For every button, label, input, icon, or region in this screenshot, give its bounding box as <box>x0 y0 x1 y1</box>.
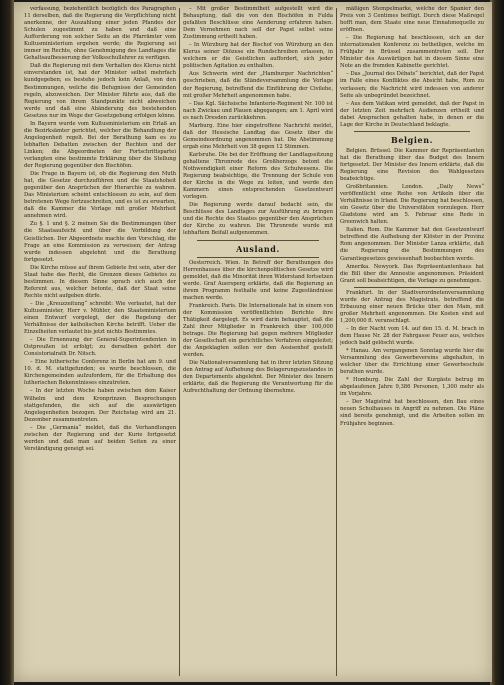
newspaper-page <box>14 2 492 682</box>
section-heading-ausland: Ausland. <box>236 243 280 254</box>
col3-paragraph: Großbritannien. London. „Daily News“ veröffentlicht eine Reihe von Artikeln über die Verhältnisse in Irland. Die Regierung hat beschlossen, ein Gesetz über die Universitäten vorzulegen. Herr Gladstone wird am 5. Februar eine Rede in Greenwich halten. <box>340 184 484 226</box>
col1-paragraph: – Die „Germania“ meldet, daß die Verhandlungen zwischen der Regierung und der Kurie fortgesetzt werden und daß man auf beiden Seiten zu einer Verständigung geneigt sei. <box>24 424 176 452</box>
col1-paragraph: Zu §. 1 und §. 2 meinen Sie die Bestimmungen über die Staatsaufsicht und über die Vorbildung der Geistlichen. Der Abgeordnete machte den Vorschlag, die Frage an eine Kommission zu verweisen; der Antrag wurde indessen abgelehnt und die Berathung fortgesetzt. <box>24 221 176 263</box>
col3-paragraph: – Der Magistrat hat beschlossen, den Bau eines neuen Schulhauses in Angriff zu nehmen. Die Pläne sind bereits genehmigt, und die Arbeiten sollen im Frühjahre beginnen. <box>340 399 484 427</box>
col3-paragraph: – Die Regierung hat beschlossen, sich an der internationalen Konferenz zu betheiligen, welche im Frühjahr in Brüssel zusammentreten soll. Der Minister des Auswärtigen hat in diesem Sinne eine Note an die fremden Kabinette gerichtet. <box>340 35 484 70</box>
section-divider <box>197 257 319 258</box>
col2-paragraph: – Mit großer Bestimmtheit aufgestellt wird die Behauptung, daß die von den Bischöfen in Fulda gefaßten Beschlüsse eine Aenderung erfahren haben. Dem Vernehmen nach soll der Papst selbst seine Zustimmung ertheilt haben. <box>183 6 333 41</box>
section-divider <box>197 240 319 241</box>
col2-paragraph: Die Regierung werde darauf bedacht sein, die Beschlüsse des Landtages zur Ausführung zu bringen und die Rechte des Staates gegenüber den Ansprüchen der Kirche zu wahren. Die Thronrede wurde mit lebhaftem Beifall aufgenommen. <box>183 202 333 237</box>
col2-paragraph: Marburg. Eine hier eingetroffene Nachricht meldet, daß der Hessische Landtag das Gesetz über die Gemeindeordnung angenommen hat. Die Abstimmung ergab eine Mehrheit von 38 gegen 12 Stimmen. <box>183 122 333 150</box>
col1-paragraph: In Bayern wurde vom Kultusministerium ein Erlaß an die Bezirksämter gerichtet, welcher die Behandlung der Angelegenheit regelt. Bei der Berathung kam es zu lebhaften Debatten zwischen der Rechten und der Linken; die Abgeordneten der Fortschrittspartei verlangten eine bestimmte Erklärung über die Stellung der Regierung gegenüber den Bischöfen. <box>24 120 176 170</box>
book-gutter <box>0 0 14 685</box>
col3-paragraph: Amerika. Newyork. Das Repräsentantenhaus hat die Bill über die Amnestie angenommen. Präsident Grant soll beabsichtigen, die Vorlage zu genehmigen. <box>340 263 484 284</box>
col1-paragraph: Daß die Regierung mit dem Verhalten des Klerus nicht einverstanden ist, hat der Minister selbst mehrfach kundgegeben; es bestehe jedoch kein Anlaß, von den Bestimmungen, welche die Befugnisse der Gemeinden regeln, abzuweichen. Der Minister führte aus, daß die Regierung von ihrem Standpunkte nicht abweichen werde und daß eine Abänderung des bestehenden Gesetzes nur im Wege der Gesetzgebung erfolgen könne. <box>24 63 176 119</box>
col1-paragraph: – Die Ernennung der General-Superintendenten in Ostpreußen ist erfolgt; zu derselben gehört der Consistorialrath Dr. Nitsch. <box>24 337 176 358</box>
col1-paragraph: Die Kirche müsse auf ihrem Gebiete frei sein, aber der Staat habe das Recht, die Grenzen dieses Gebietes zu bestimmen. In diesem Sinne sprach sich auch der Referent aus, welcher betonte, daß der Staat seine Rechte nicht aufgeben dürfe. <box>24 264 176 299</box>
col3-paragraph: * Hanau. Am vergangenen Sonntag wurde hier die Versammlung des Gewerbevereins abgehalten, in welcher über die Errichtung einer Gewerbeschule berathen wurde. <box>340 348 484 376</box>
col2-paragraph: Frankreich. Paris. Die Internationale hat in einem von der Kommission veröffentlichten Berichte ihre Thätigkeit dargelegt. Es wird darin behauptet, daß die Zahl ihrer Mitglieder in Frankreich über 100,000 betrage. Die Regierung hat gegen mehrere Mitglieder der Gesellschaft ein gerichtliches Verfahren eingeleitet; die Angeklagten sollen vor den Assisenhof gestellt werden. <box>183 302 333 359</box>
col3-paragraph: – Das „Journal des Débats“ berichtet, daß der Papst im Falle eines Konfliktes die Absicht habe, Rom zu verlassen; die Nachricht wird indessen von anderer Seite als unbegründet bezeichnet. <box>340 71 484 99</box>
col3-paragraph: * Homburg. Die Zahl der Kurgäste betrug im abgelaufenen Jahre 9,386 Personen, 1,300 mehr als im Vorjahre. <box>340 377 484 398</box>
col3-paragraph: – Aus dem Vatikan wird gemeldet, daß der Papst in der letzten Zeit mehrfach Audienzen ertheilt und dabei Ansprachen gehalten habe, in denen er die Lage der Kirche in Deutschland beklagte. <box>340 100 484 128</box>
col3-paragraph: mäßigen Stempelmarke, welche der Spanier den Preis von 3 Centimes beifügt. Durch diese Maßregel hofft man, dem Staate eine neue Einnahmequelle zu eröffnen. <box>340 6 484 34</box>
column-rule-1 <box>179 8 180 676</box>
section-divider <box>354 131 470 132</box>
page-edge <box>490 0 504 685</box>
col1-paragraph: verfassung, beziehentlich bezüglich des Paragraphen 11 derselben, daß die Regierung die Verpflichtung nicht anerkenne, der Auszahlung einer jeden Pfandes der Schulen zugestimmt zu haben und daß eine Aufforderung von solcher Seite an die Pfarrämter vom Kultusministerium ergehen werde; die Regierung sei immer im Rechte, ohne Genehmigung des Landtages die Gehaltsaufbesserung der Volksschullehrer zu verfügen. <box>24 6 176 62</box>
section-heading-belgien: Belgien. <box>390 134 433 145</box>
col3-paragraph: Frankfurt. In der Stadtverordnetenversammlung wurde der Antrag des Magistrats, betreffend die Erbauung einer neuen Brücke über den Main, mit großer Mehrheit angenommen. Die Kosten sind auf 1,200,000 fl. veranschlagt. <box>340 289 484 324</box>
col1-paragraph: – In der letzten Woche haben zwischen dem Kaiser Wilhelm und dem Kronprinzen Besprechungen stattgefunden, die sich auf die auswärtigen Angelegenheiten bezogen. Der Reichstag wird am 21. Dezember zusammentreten. <box>24 388 176 423</box>
column-3 <box>340 6 484 678</box>
column-rule-2 <box>336 8 337 676</box>
col2-paragraph: – In Würzburg hat der Bischof von Würzburg an den Klerus seiner Diözese ein Rundschreiben erlassen, in welchem er die Geistlichen auffordert, sich jeder politischen Agitation zu enthalten. <box>183 42 333 70</box>
col1-paragraph: – Eine lutherische Conferenz in Berlin hat am 9. und 10. d. M. stattgefunden; es wurde beschlossen, die Kirchengemeinden aufzufordern, für die Erhaltung des lutherischen Bekenntnisses einzutreten. <box>24 359 176 387</box>
col2-paragraph: Aus Schwerin wird der „Hamburger Nachrichten“ geschrieben, daß die Ständeversammlung die Vorlage der Regierung, betreffend die Einführung der Civilehe, mit großer Mehrheit angenommen habe. <box>183 71 333 99</box>
col3-paragraph: Italien. Rom. Die Kammer hat den Gesetzentwurf betreffend die Aufhebung der Klöster in der Provinz Rom angenommen. Der Minister Lanza erklärte, daß die Regierung die Bestimmungen des Garantiegesetzes gewissenhaft beobachten werde. <box>340 227 484 262</box>
col3-paragraph: Belgien. Brüssel. Die Kammer der Repräsentanten hat die Berathung über das Budget des Innern fortgesetzt. Der Minister des Innern erklärte, daß die Regierung eine Revision des Wahlgesetzes beabsichtige. <box>340 147 484 182</box>
column-2 <box>183 6 333 678</box>
column-1 <box>24 6 176 678</box>
col1-paragraph: Die Frage in Bayern ist, ob die Regierung den Muth hat, die Gesetze durchzuführen und die Staatshoheit gegenüber den Ansprüchen der Hierarchie zu wahren. Das Ministerium scheint entschlossen zu sein, auf dem betretenen Wege fortzuschreiten, und es ist zu erwarten, daß die Kammer die Vorlage mit großer Mehrheit annehmen wird. <box>24 171 176 220</box>
col1-paragraph: – Die „Kreuzzeitung“ schreibt: Wie verlautet, hat der Kultusminister, Herr v. Mühler, den Staatsministerium einen Entwurf vorgelegt, der die Regelung der Verhältnisse der katholischen Kirche betrifft. Ueber die Einzelheiten verlautet bis jetzt nichts Bestimmtes. <box>24 300 176 336</box>
col2-paragraph: Karlsruhe. Die bei der Eröffnung der Landtagssitzung gehaltene Thronrede des Großherzogs betont die Nothwendigkeit einer Reform des Schulwesens. Die Regierung beabsichtige, die Trennung der Schule von der Kirche in die Wege zu leiten, und werde den Kammern einen entsprechenden Gesetzentwurf vorlegen. <box>183 151 333 201</box>
col3-paragraph: – In der Nacht vom 14. auf den 15. d. M. brach in dem Hause Nr. 28 der Fahrgasse Feuer aus, welches jedoch bald gelöscht wurde. <box>340 325 484 347</box>
col2-paragraph: Oesterreich. Wien. In Betreff der Berathungen des Herrenhauses über die kirchenpolitischen Gesetze wird gemeldet, daß die Minorität ihren Widerstand fortsetzen werde. Graf Auersperg erklärte, daß die Regierung an ihrem Programm festhalte und keine Zugeständnisse machen werde. <box>183 259 333 301</box>
col2-paragraph: – Das Kgl. Sächsische Infanterie-Regiment Nr. 100 ist nach Zwickau und Plauen abgegangen; am 1. April wird es nach Dresden zurückkehren. <box>183 100 333 121</box>
section-divider <box>354 287 470 288</box>
col2-paragraph: Die Nationalversammlung hat in ihrer letzten Sitzung den Antrag auf Aufhebung des Belagerungszustandes in den Departements abgelehnt. Der Minister des Innern erklärte, daß die Regierung die Verantwortung für die Aufrechthaltung der Ordnung übernehme. <box>183 360 333 395</box>
